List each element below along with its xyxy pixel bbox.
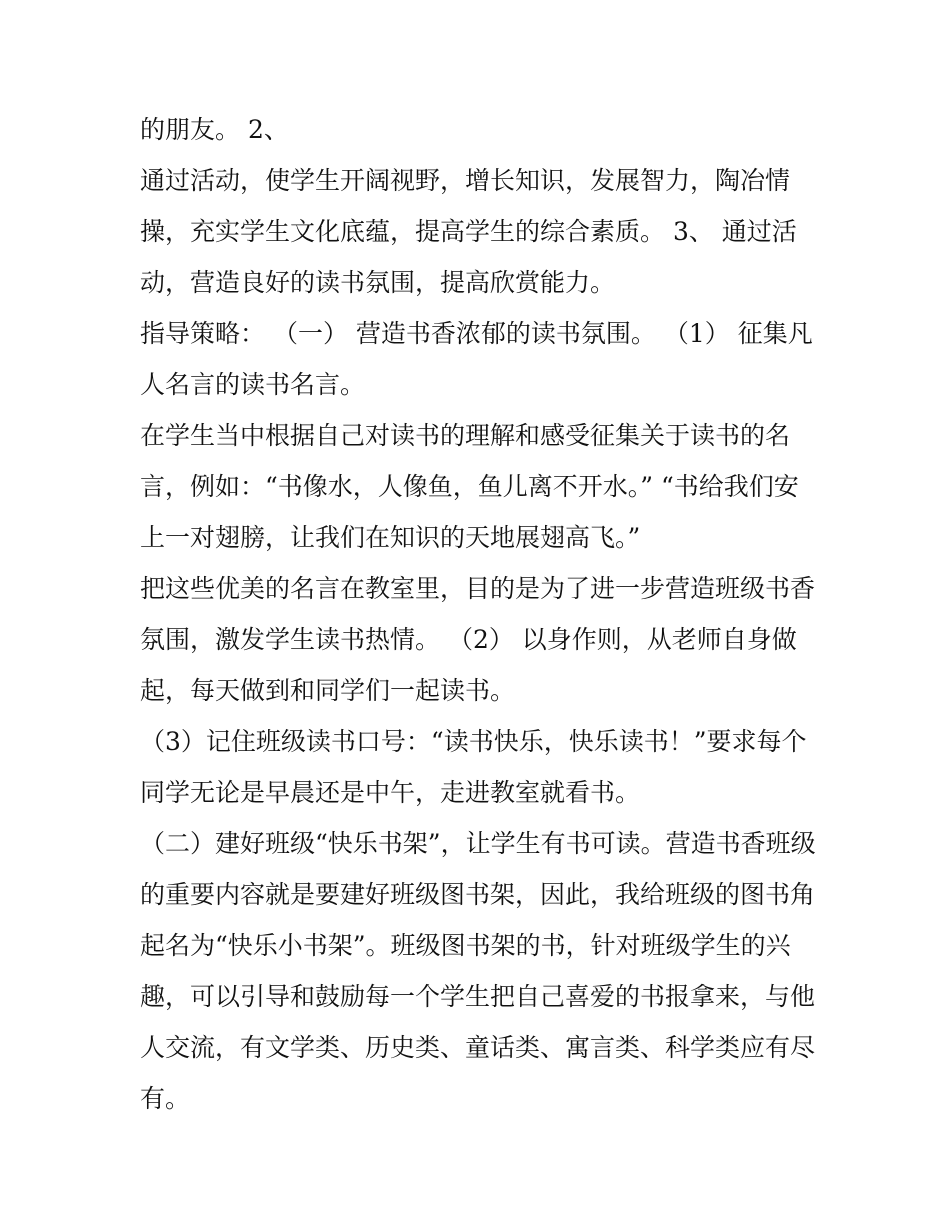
text-line: 氛围，激发学生读书热情。 （2） 以身作则，从老师自身做 xyxy=(140,625,797,654)
text-line: 人交流，有文学类、历史类、童话类、寓言类、科学类应有尽 xyxy=(140,1033,816,1062)
text-line: 上一对翅膀，让我们在知识的天地展翅高飞。” xyxy=(140,523,641,552)
text-line: 起，每天做到和同学们一起读书。 xyxy=(140,676,516,705)
text-line: 通过活动，使学生开阔视野，增长知识，发展智力，陶冶情 xyxy=(140,166,791,195)
text-line: 有。 xyxy=(140,1084,191,1113)
text-line: （3）记住班级读书口号：“读书快乐，快乐读书！”要求每个 xyxy=(140,727,807,756)
text-line: 把这些优美的名言在教室里，目的是为了进一步营造班级书香 xyxy=(140,574,816,603)
text-line: 指导策略： （一） 营造书香浓郁的读书氛围。 （1） 征集凡 xyxy=(140,319,813,348)
text-line: 在学生当中根据自己对读书的理解和感受征集关于读书的名 xyxy=(140,421,791,450)
text-line: 起名为“快乐小书架”。班级图书架的书，针对班级学生的兴 xyxy=(140,931,791,960)
text-line: （二）建好班级“快乐书架”，让学生有书可读。营造书香班级 xyxy=(140,829,816,858)
text-line: 的重要内容就是要建好班级图书架，因此，我给班级的图书角 xyxy=(140,880,816,909)
text-line: 人名言的读书名言。 xyxy=(140,370,366,399)
text-line: 动，营造良好的读书氛围，提高欣赏能力。 xyxy=(140,268,616,297)
text-line: 的朋友。 2、 xyxy=(140,115,289,144)
document-body xyxy=(140,104,820,1124)
text-line: 言，例如：“书像水，人像鱼，鱼儿离不开水。” “书给我们安 xyxy=(140,472,799,501)
text-line: 同学无论是早晨还是中午，走进教室就看书。 xyxy=(140,778,641,807)
text-line: 趣，可以引导和鼓励每一个学生把自己喜爱的书报拿来，与他 xyxy=(140,982,816,1011)
text-line: 操，充实学生文化底蕴，提高学生的综合素质。 3、 通过活 xyxy=(140,217,797,246)
